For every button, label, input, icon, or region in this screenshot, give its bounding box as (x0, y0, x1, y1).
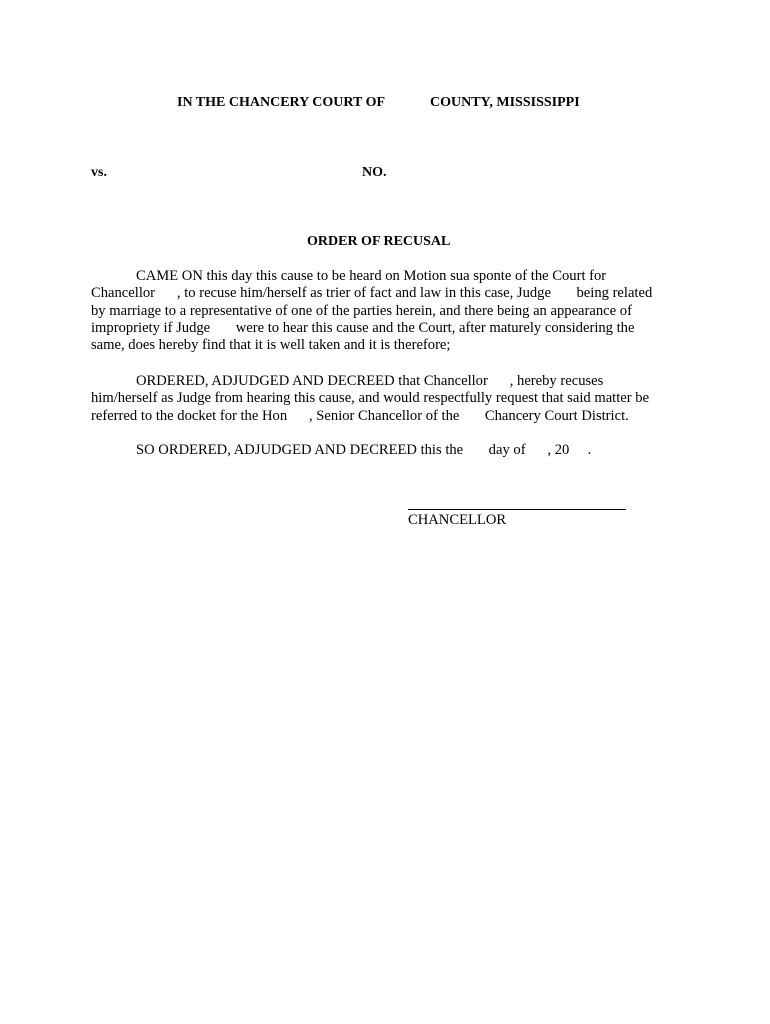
paragraph-line: same, does hereby find that it is well taken and it is therefore; (91, 337, 451, 354)
paragraph-line: referred to the docket for the Hon , Senior Chancellor of the Chancery Court District. (91, 407, 629, 424)
signature-label: CHANCELLOR (408, 512, 507, 528)
vs-label: vs. (91, 165, 107, 180)
paragraph-line: by marriage to a representative of one of the parties herein, and there being an appearance of (91, 302, 632, 319)
case-number-label: NO. (362, 165, 387, 180)
paragraph-ordered (91, 373, 691, 425)
court-heading-right: COUNTY, MISSISSIPPI (430, 95, 580, 110)
paragraph-line: SO ORDERED, ADJUDGED AND DECREED this the day of , 20 . (136, 442, 592, 458)
paragraph-line: Chancellor , to recuse him/herself as trier of fact and law in this case, Judge being related (91, 285, 653, 302)
paragraph-line: CAME ON this day this cause to be heard on Motion sua sponte of the Court for (136, 268, 607, 284)
paragraph-line: impropriety if Judge were to hear this cause and the Court, after maturely considering the (91, 319, 635, 336)
paragraph-so-ordered (91, 442, 691, 459)
paragraph-line: him/herself as Judge from hearing this cause, and would respectfully request that said matter be (91, 390, 650, 407)
document-title: ORDER OF RECUSAL (307, 234, 451, 249)
paragraph-line: ORDERED, ADJUDGED AND DECREED that Chancellor , hereby recuses (136, 373, 604, 389)
signature-line (408, 509, 626, 510)
court-heading-left: IN THE CHANCERY COURT OF (177, 95, 386, 110)
paragraph-came-on (91, 268, 691, 354)
